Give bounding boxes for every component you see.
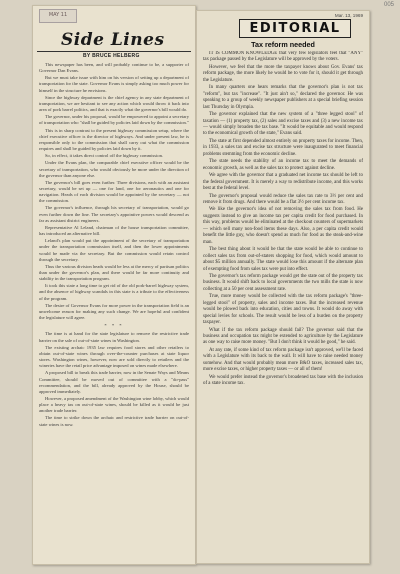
side-lines-clipping <box>32 5 196 565</box>
title-rule <box>37 51 191 52</box>
paragraph: This newspaper has been, and will probably continue to be, a supporter of Governor Dan Evans. <box>39 62 189 74</box>
paragraph: Leland's plan would put the appointment of the secretary of transportation under the transportation commission itself, and then the lower appointments would be made via the secretary. But the commission would retain control through the secretary. <box>39 238 189 262</box>
editorial-body <box>203 51 363 559</box>
paragraph: So, in effect, it takes direct control off the highway commission. <box>45 153 164 159</box>
paragraph: The state at first depended almost entirely on property taxes for income. Then, in 1933, a sales tax and excise tax structure were inaugurated to meet financial problems stemming from the economic decline. <box>203 138 363 157</box>
side-lines-body <box>39 62 189 560</box>
paragraph: We would prefer instead the governor's broadened tax base with the inclusion of a state income tax. <box>203 374 363 387</box>
paragraph: However, a proposed amendment of the Washington wine lobby, which would place a heavy tax on out-of-state wines, should be killed as it would be just another trade barrier. <box>39 395 189 414</box>
editorial-subheading: Tax reform needed <box>251 40 315 49</box>
paragraph: We like the governor's idea of not removing the sales tax from food. He suggests instead to give an income tax per capita credit for food purchased. In this way, problems would be eliminated at the checkout counters of supermarkets — which sell many non-food items these days. Also, a per capita credit would benefit the little guy, who doesn't spend as much for food as the steak-and-wine man. <box>203 207 363 245</box>
paragraph: Representative Al Leland, chairman of the house transportation committee, has introduced an alternative bill. <box>39 224 189 237</box>
paragraph: The governor's influence, through his secretary of transportation, would go even further down the line. The secretary's appointive powers would descend as far as assistant district engineers. <box>39 205 189 223</box>
paragraph: Under the Evans plan, the comparable chief executive officer would be the secretary of transportation, who would obviously be more under the direction of the governor than anyone else. <box>39 160 189 178</box>
paragraph: But we must take issue with him on his version of setting up a department of transportation for the state. Governor Evans is simply asking too much power for himself in the structure he envisions. <box>39 75 189 93</box>
paragraph: A proposed bill to break this trade barrier, now in the Senate Ways and Means Committee, should be moved out of committee with a "do-pass" recommendation, and the bill, already approved by the House, should be approved immediately. <box>39 370 189 394</box>
paragraph: The governor explained that the new system of a "three legged stool" of taxation — (1) property tax, (2) sales and excise taxes and (3) a new income tax — would simply broaden the tax base. "It would be equitable and would respond to the economical growth of the state," Evans said. <box>203 112 363 137</box>
paragraph: At any rate, if some kind of tax reform package isn't approved, we'll be faced with a Legislature with its back to the wall. It will have to raise needed money somehow. And that would probably mean more B&O taxes, increased sales tax, more excise taxes, or higher property taxes — or all of them! <box>203 347 363 373</box>
paragraph: It took this state a long time to get rid of the old pork-barrel highway system, and the absence of highway scandals in this state is a tribute to the effectiveness of the program. <box>39 283 189 301</box>
paragraph: This is in sharp contrast to the present highway commission setup, where the chief executive officer is the director of highways. And under present law, he is responsible only to the commission that shall carry out what the commission requires and shall be guided by policies laid down by it. <box>39 127 189 152</box>
paragraph: In many quarters one hears remarks that the governor's plan is not tax "reform", but tax "increase". "It just ain't so," declared the governor. He was speaking to a group of weekly newspaper publishers at a special briefing session last Thursday in Olympia. <box>203 85 363 110</box>
section-divider: * * * <box>104 323 124 329</box>
paragraph: The best thing about it would be that the state would be able to continue to collect sales tax from out-of-staters shopping for food, which would amount to about $5 million annually. The state would lose this amount if the alternate plan of exempting food from sales tax were put into effect. <box>203 247 363 272</box>
paragraph: Thus the various division heads would be less at the mercy of partisan politics than under the governor's plan, and there would be far more continuity and stability in the transportation program. <box>39 263 189 282</box>
paragraph: However, we feel that the more the taxpayer knows about Gov. Evans' tax reform package, the more likely he would be to vote for it, should it get through the Legislature. <box>203 64 363 83</box>
byline: BY BRUCE HELBERG <box>83 53 140 59</box>
paragraph: The governor's tax reform package would get the state out of the property tax business. It would shift back to local governments the two mills the state is now collecting at a 50 per cent assessment rate. <box>203 273 363 292</box>
paragraph: The desire of Governor Evans for more power in the transportation field is an unwelcome reason for making any such change. We are hopeful and confident the legislature will agree. <box>39 302 189 321</box>
paragraph: We agree with the governor that a graduated net income tax should be left to the federal government. It is merely a way to redistribute income, and this works best at the federal level. <box>203 173 363 192</box>
paragraph: The governor's proposal would reduce the sales tax rate to 3½ per cent and remove it from drugs. And there would be a flat 3½ per cent income tax. <box>203 193 363 205</box>
editorial-heading: EDITORIAL <box>239 19 351 38</box>
paragraph: What if the tax reform package should fail? The governor said that the business and occupation tax might be extended to agriculture by the Legislature as one way to raise more money. "But I don't think it would be good," he said. <box>203 327 363 346</box>
paragraph: True, more money would be collected with the tax reform package's "three-legged stool" of property, sales and income taxes. But the increased revenue would be plowed back into education, cities and towns. It would do away with special levies for schools. The result would be less of a burden on the property taxpayer. <box>203 294 363 326</box>
date-stamp: MAY 11 <box>39 9 77 23</box>
editorial-date: Mar. 13, 1969 <box>334 13 363 18</box>
editorial-clipping <box>196 10 370 564</box>
page-number: 005 <box>383 2 394 8</box>
paragraph: The governor's bill goes even further. Three divisions, each with an assistant secretary, would be set up — one for land, one for aeronautics and one for navigation. Heads of each division would be appointed by the secretary — not the commission. <box>39 179 189 204</box>
paragraph: IT IS COMMON KNOWLEDGE that very few legislators feel that "ANY" tax package passed by the Legislature will be approved by the voters. <box>203 51 363 63</box>
paragraph: The existing archaic 1935 law requires food stores and other retailers to obtain out-of-state wines through over-the-counter purchases at state liquor stores. Washington wines, however, now are sold directly to retailers and the wineries have the retail price advantage imposed on wines made elsewhere. <box>39 344 189 369</box>
paragraph: The governor, under his proposal, would be empowered to appoint a secretary of transportation who "shall be guided by policies laid down by the commission." <box>39 114 189 126</box>
paragraph: The time is at hand for the state legislature to remove the restrictive trade barrier on the sale of out-of-state wines in Washington. <box>39 331 189 343</box>
column-title: Side Lines <box>61 30 165 50</box>
paragraph: The state needs the stability of an income tax to meet the demands of economic growth, as well as the sales tax to protect against decline. <box>203 159 363 171</box>
paragraph: Since the highway department is the chief agency in any state department of transportation, we are hesitant to see any action which would throw it back into area of pork barrel politics, and that is exactly what the governor's bill would do. <box>39 94 189 113</box>
paragraph: The time to strike down the archaic and restrictive trade barrier on out-of-state wines is now. <box>39 415 189 427</box>
